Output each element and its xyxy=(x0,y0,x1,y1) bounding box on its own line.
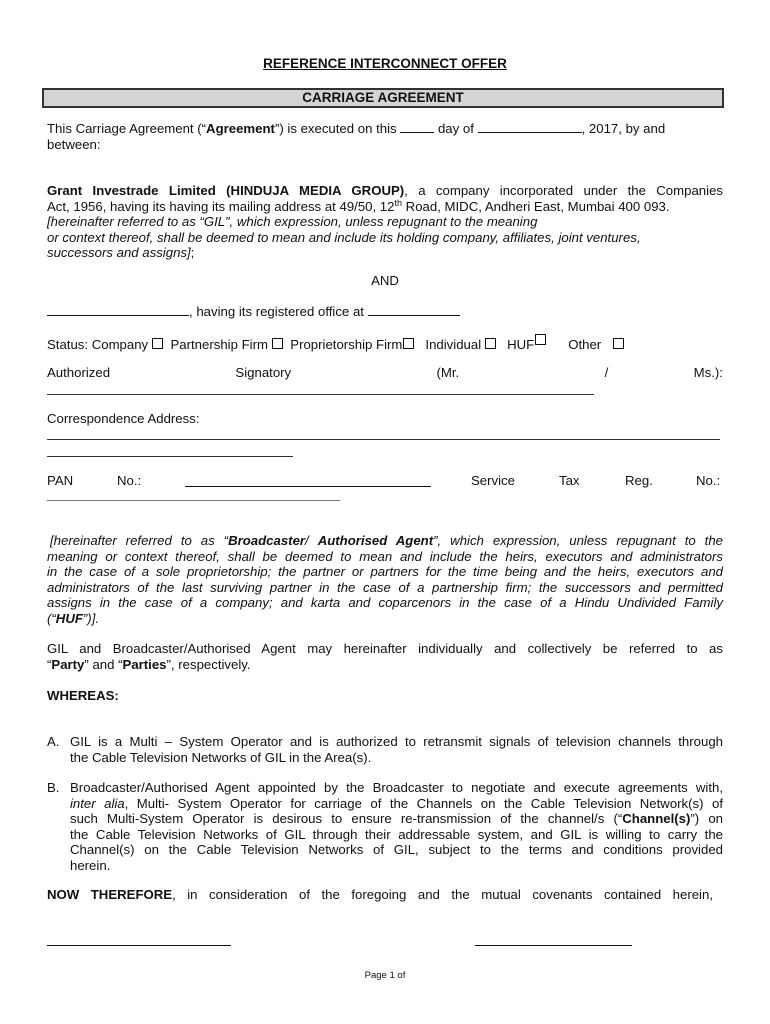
company-checkbox[interactable] xyxy=(152,338,163,349)
gil-name: Grant Investrade Limited (HINDUJA MEDIA GROUP) xyxy=(47,183,405,198)
gil-text: ; xyxy=(190,245,195,260)
clause-text: (“ xyxy=(47,610,56,626)
agreement-term: Agreement xyxy=(206,121,275,136)
gil-text: Act, 1956, having its having its mailing address at 49/50, 12 xyxy=(47,198,395,214)
recital-b xyxy=(47,780,723,873)
recital-b-line-2 xyxy=(70,796,723,812)
broadcaster-line-6 xyxy=(47,611,723,627)
clause-text: ”)]. xyxy=(82,610,100,626)
reg-no-label: No.: xyxy=(696,473,721,488)
gil-text: Road, MIDC, Andheri East, Mumbai 400 093. xyxy=(402,198,670,214)
pan-number-line[interactable] xyxy=(185,486,431,487)
authorized-label: Authorized xyxy=(47,365,111,380)
huf-checkbox[interactable] xyxy=(535,334,546,345)
signatory-label: Signatory xyxy=(235,365,292,380)
clause-text: , Multi- System Operator for carriage of the Channels on the Cable Television Network(s) of xyxy=(124,795,723,811)
clause-text: / xyxy=(305,533,318,548)
page-number-footer: Page 1 of xyxy=(364,970,406,981)
parties-term: Parties xyxy=(122,656,167,672)
intro-text: This Carriage Agreement (“ xyxy=(47,121,207,136)
recital-b-line-4: the Cable Television Networks of GIL through their addressable system, and GIL is willing to carry the xyxy=(70,826,723,842)
month-blank[interactable] xyxy=(478,121,582,133)
inter-alia-text: inter alia xyxy=(70,795,125,811)
clause-text: [hereinafter referred to as “ xyxy=(50,533,229,548)
recital-a xyxy=(47,734,723,765)
clause-text: such Multi-System Operator is desirous to ensure re-transmission of the channel/s (“ xyxy=(70,811,623,826)
recital-a-line-1: GIL is a Multi – System Operator and is authorized to retransmit signals of television channels through xyxy=(70,734,723,749)
pan-no-label: No.: xyxy=(117,473,142,488)
counterparty-name-blank[interactable] xyxy=(47,304,189,316)
broadcaster-clause xyxy=(47,533,723,626)
parties-clause xyxy=(47,641,723,672)
signature-line-left[interactable] xyxy=(47,945,231,946)
reg-label: Reg. xyxy=(625,473,653,488)
now-therefore-line xyxy=(47,887,713,903)
recital-b-line-1: Broadcaster/Authorised Agent appointed by the Broadcaster to negotiate and execute agreements with, xyxy=(70,780,723,795)
intro-line-1 xyxy=(47,121,723,137)
signature-line-right[interactable] xyxy=(475,945,632,946)
clause-text: ”) on xyxy=(690,811,724,826)
registered-office-text: , having its registered office at xyxy=(189,304,364,319)
section-heading-box: CARRIAGE AGREEMENT xyxy=(42,88,724,108)
authorised-agent-term: Authorised Agent xyxy=(317,533,434,548)
clause-text: ”, respectively. xyxy=(166,656,251,672)
broadcaster-line-1 xyxy=(47,533,723,549)
gil-party-block xyxy=(47,183,723,261)
slash-label: / xyxy=(604,365,609,380)
partnership-checkbox[interactable] xyxy=(272,338,283,349)
registered-office-blank[interactable] xyxy=(368,304,460,316)
channels-term: Channel(s) xyxy=(622,811,691,826)
parties-line-1: GIL and Broadcaster/Authorised Agent may hereinafter individually and collectively be referred to as xyxy=(47,641,723,656)
gil-sup: th xyxy=(394,197,402,208)
service-tax-number-line[interactable] xyxy=(47,500,340,501)
clause-text: “ xyxy=(47,656,52,672)
correspondence-label: Correspondence Address: xyxy=(47,411,200,426)
recital-b-marker: B. xyxy=(47,780,60,795)
status-label: Status: Company xyxy=(47,337,149,352)
gil-line-4: or context thereof, shall be deemed to mean and include its holding company, affiliates, joint ventures, xyxy=(47,229,641,245)
status-option-partnership: Partnership Firm xyxy=(170,337,268,352)
clause-text: ” and “ xyxy=(84,656,123,672)
status-option-proprietorship: Proprietorship Firm xyxy=(290,337,403,352)
gil-line-3: [hereinafter referred to as “GIL”, which expression, unless repugnant to the meaning xyxy=(47,214,538,229)
proprietorship-checkbox[interactable] xyxy=(403,338,414,349)
ms-label: Ms.): xyxy=(693,365,723,380)
gil-text: , a company incorporated under the Companies xyxy=(404,183,723,198)
recital-b-body xyxy=(70,780,723,873)
and-separator: AND xyxy=(371,273,399,288)
intro-text: , 2017, by and xyxy=(581,121,666,136)
broadcaster-line-4: administrators of the last surviving partner in the case of a partnership firm; the successors and permitted xyxy=(47,579,723,595)
other-checkbox[interactable] xyxy=(613,338,624,349)
status-option-other: Other xyxy=(568,337,602,352)
party-term: Party xyxy=(51,656,85,672)
status-option-huf: HUF xyxy=(507,337,535,352)
recital-a-body xyxy=(70,734,723,765)
recital-b-line-6: herein. xyxy=(70,857,111,873)
huf-term: HUF xyxy=(55,610,83,626)
recital-b-line-3 xyxy=(70,811,723,827)
status-row xyxy=(47,334,723,353)
individual-checkbox[interactable] xyxy=(485,338,496,349)
gil-text: successors and assigns] xyxy=(47,245,191,260)
recital-a-line-2: the Cable Television Networks of GIL in the Area(s). xyxy=(70,749,372,765)
tax-label: Tax xyxy=(559,473,580,488)
intro-text: day of xyxy=(437,121,474,136)
day-blank[interactable] xyxy=(400,121,434,133)
gil-line-5 xyxy=(47,245,723,261)
pan-label: PAN xyxy=(47,473,74,488)
broadcaster-line-3: in the case of a sole proprietorship; the partner or partners for the time being and the heirs, executors and xyxy=(47,564,723,579)
service-label: Service xyxy=(471,473,515,488)
broadcaster-line-2: meaning or context thereof, shall be deemed to mean and include the heirs, executors and administrators xyxy=(47,548,723,564)
recital-b-line-5: Channel(s) on the Cable Television Networks of GIL, subject to the terms and conditions provided xyxy=(70,842,723,857)
broadcaster-term: Broadcaster xyxy=(228,533,306,548)
broadcaster-line-5: assigns in the case of a company; and karta and coparcenors in the case of a Hindu Undivided Family xyxy=(47,595,723,610)
recital-a-marker: A. xyxy=(47,734,60,749)
gil-line-1 xyxy=(47,183,723,199)
mr-label: (Mr. xyxy=(436,365,460,380)
signatory-name-line[interactable] xyxy=(47,394,594,395)
authorized-signatory-row xyxy=(47,365,723,381)
document-title: REFERENCE INTERCONNECT OFFER xyxy=(263,56,507,71)
address-line-2[interactable] xyxy=(47,456,293,457)
intro-line-2: between: xyxy=(47,137,101,152)
registered-office-line xyxy=(47,304,723,320)
now-therefore-term: NOW THEREFORE xyxy=(47,887,173,902)
status-option-individual: Individual xyxy=(425,337,482,352)
gil-line-2 xyxy=(47,199,723,215)
intro-text: ”) is executed on this xyxy=(274,121,397,136)
address-line-1[interactable] xyxy=(47,439,720,440)
clause-text: ”, which expression, unless repugnant to the xyxy=(433,533,724,548)
parties-line-2 xyxy=(47,657,723,673)
whereas-heading: WHEREAS: xyxy=(47,688,119,703)
clause-text: , in consideration of the foregoing and the mutual covenants contained herein, xyxy=(172,887,713,902)
